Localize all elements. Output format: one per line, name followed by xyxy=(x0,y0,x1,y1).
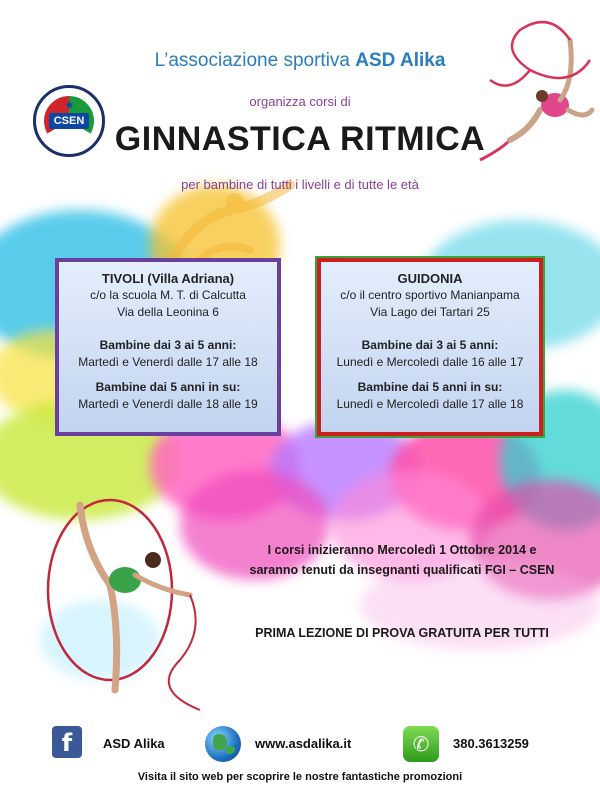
csen-logo: ★ CSEN xyxy=(33,85,105,157)
location-city: TIVOLI (Villa Adriana) xyxy=(101,271,235,286)
location-address: Via della Leonina 6 xyxy=(117,305,219,319)
teachers-text: saranno tenuti da insegnanti qualificati FGI – CSEN xyxy=(249,563,555,577)
globe-icon[interactable] xyxy=(205,726,241,762)
location-address: Via Lago dei Tartari 25 xyxy=(370,305,490,319)
website-link[interactable]: www.asdalika.it xyxy=(255,736,352,751)
location-venue: c/o la scuola M. T. di Calcutta xyxy=(90,288,246,302)
location-venue: c/o il centro sportivo Manianpama xyxy=(340,288,520,302)
free-trial-text: PRIMA LEZIONE DI PROVA GRATUITA PER TUTTI xyxy=(255,626,549,640)
association-prefix: L’associazione sportiva xyxy=(154,50,350,71)
schedule-text: Lunedì e Mercoledì dalle 17 alle 18 xyxy=(336,397,524,411)
association-name: ASD Alika xyxy=(355,50,446,71)
age-group-label: Bambine dai 3 ai 5 anni: xyxy=(99,338,237,352)
start-date-text: I corsi inizieranno Mercoledì 1 Ottobre 2014 e xyxy=(267,543,537,557)
age-group-label: Bambine dai 3 ai 5 anni: xyxy=(361,338,499,352)
phone-number[interactable]: 380.3613259 xyxy=(453,736,529,751)
facebook-label[interactable]: ASD Alika xyxy=(103,736,165,751)
location-city: GUIDONIA xyxy=(397,271,463,286)
schedule-text: Lunedì e Mercoledì dalle 16 alle 17 xyxy=(336,355,524,369)
age-group-label: Bambine dai 5 anni in su: xyxy=(95,380,241,394)
phone-icon[interactable]: ✆ xyxy=(403,726,439,762)
schedule-text: Martedì e Venerdì dalle 18 alle 19 xyxy=(78,397,258,411)
location-card-guidonia xyxy=(317,258,543,436)
location-card-tivoli xyxy=(55,258,281,436)
facebook-icon[interactable]: f xyxy=(52,726,82,758)
page-title: GINNASTICA RITMICA xyxy=(114,120,486,158)
organizes-line: organizza corsi di xyxy=(249,94,351,109)
subtitle: per bambine di tutti i livelli e di tutte le età xyxy=(181,177,419,192)
association-line xyxy=(0,50,600,72)
schedule-text: Martedì e Venerdì dalle 17 alle 18 xyxy=(78,355,258,369)
age-group-label: Bambine dai 5 anni in su: xyxy=(357,380,503,394)
visit-website-text: Visita il sito web per scoprire le nostre fantastiche promozioni xyxy=(137,771,463,783)
gymnast-hoop-image xyxy=(40,490,210,720)
